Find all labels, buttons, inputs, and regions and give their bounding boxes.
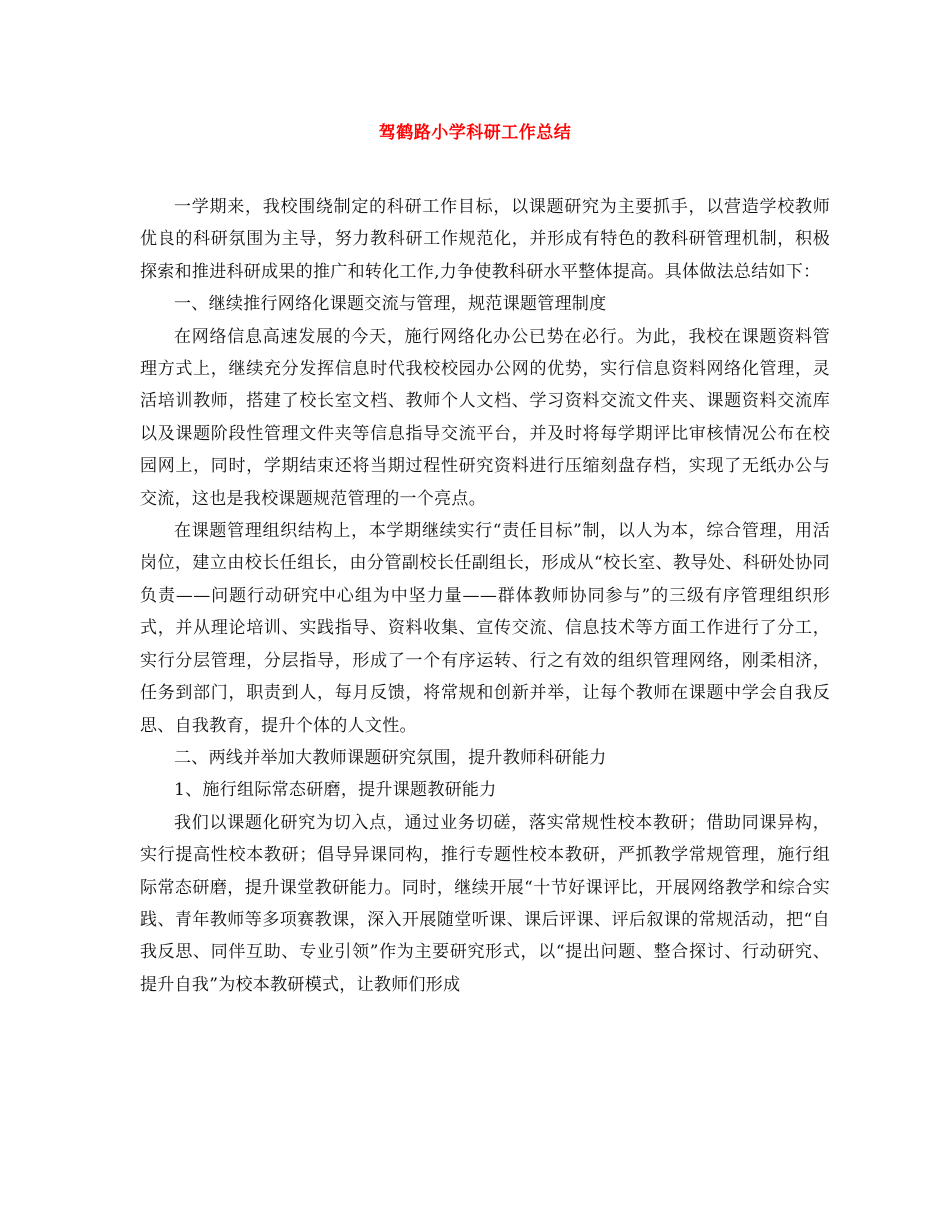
heading-section-1: 一、继续推行网络化课题交流与管理，规范课题管理制度	[174, 294, 607, 315]
paragraph-network-management: 在网络信息高速发展的今天，施行网络化办公已势在必行。为此，我校在课题资料管理方式上，继续充分发挥信息时代我校校园办公网的优势，实行信息资料网络化管理，灵活培训教师，搭建了校长室文档、教师个人文档、学习资料交流文件夹、课题资料交流库以及课题阶段性管理文件夹等信息指导交流平台，并及时将每学期评比审核情况公布在校园网上，同时，学期结束还将当期过程性研究资料进行压缩刻盘存档，实现了无纸办公与交流，这也是我校课题规范管理的一个亮点。	[140, 326, 830, 509]
paragraph-organization-structure: 在课题管理组织结构上，本学期继续实行“责任目标”制，以人为本，综合管理，用活岗位，建立由校长任组长，由分管副校长任副组长，形成从“校长室、教导处、科研处协同负责——问题行动研究中心组为中坚力量——群体教师协同参与”的三级有序管理组织形式，并从理论培训、实践指导、资料收集、宣传交流、信息技术等方面工作进行了分工，实行分层管理，分层指导，形成了一个有序运转、行之有效的组织管理网络，刚柔相济，任务到部门，职责到人，每月反馈，将常规和创新并举，让每个教师在课题中学会自我反思、自我教育，提升个体的人文性。	[140, 521, 830, 736]
subheading-2-1: 1、施行组际常态研磨，提升课题教研能力	[174, 780, 497, 801]
document-body	[140, 191, 830, 1001]
paragraph-intro: 一学期来，我校围绕制定的科研工作目标，以课题研究为主要抓手，以营造学校教师优良的科研氛围为主导，努力教科研工作规范化，并形成有特色的教科研管理机制，积极探索和推进科研成果的推广和转化工作,力争使教科研水平整体提高。具体做法总结如下：	[140, 197, 830, 282]
document-title: 驾鹤路小学科研工作总结	[378, 123, 572, 143]
heading-section-2: 二、两线并举加大教师课题研究氛围，提升教师科研能力	[174, 747, 607, 768]
paragraph-teaching-research: 我们以课题化研究为切入点，通过业务切磋，落实常规性校本教研；借助同课异构，实行提高性校本教研；倡导异课同构，推行专题性校本教研，严抓教学常规管理，施行组际常态研磨，提升课堂教研能力。同时，继续开展“十节好课评比，开展网络教学和综合实践、青年教师等多项赛教课，深入开展随堂听课、课后评课、评后叙课的常规活动，把“自我反思、同伴互助、专业引领”作为主要研究形式，以“提出问题、整合探讨、行动研究、提升自我”为校本教研模式，让教师们形成	[140, 812, 830, 995]
